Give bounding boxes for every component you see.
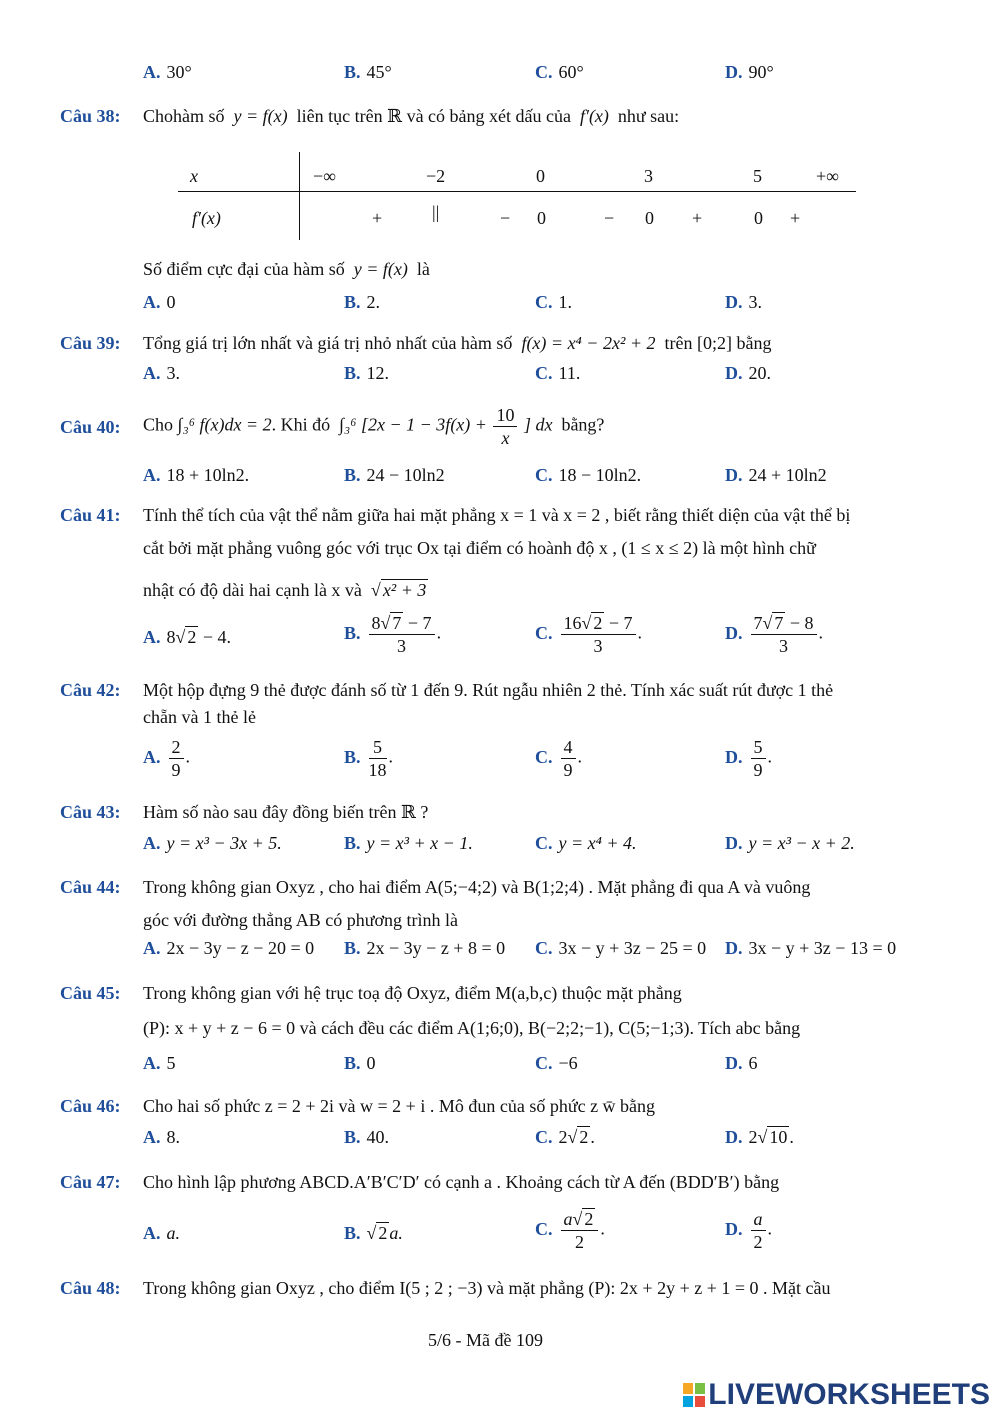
q46-label: Câu 46:: [60, 1096, 121, 1116]
table-x-3: 3: [644, 166, 653, 186]
q37-option-a: A. 30°: [143, 62, 192, 82]
table-fp-label: f′(x): [192, 208, 221, 228]
q45-line2: (P): x + y + z − 6 = 0 và cách đều các điểm A(1;6;0), B(−2;2;−1), C(5;−1;3). Tích abc bằng: [143, 1018, 801, 1038]
q42-option-d: D. $\frac{5}{9}$ .: [725, 737, 772, 780]
table-sign-3: 0: [537, 208, 546, 228]
q42-option-b: B. $\frac{5}{18}$ .: [344, 737, 394, 780]
q39-text: Tổng giá trị lớn nhất và giá trị nhỏ nhất của hàm số f(x) = x⁴ − 2x² + 2 trên [0;2] bằng: [143, 333, 772, 353]
q48-label: Câu 48:: [60, 1278, 121, 1298]
q41-label: Câu 41:: [60, 505, 121, 525]
q46-option-c: C. 2√ 2 .: [535, 1127, 595, 1147]
table-x-4: 5: [753, 166, 762, 186]
q39-label: Câu 39:: [60, 333, 121, 353]
q40-option-b: B. 24 − 10ln2: [344, 465, 445, 485]
page-footer: 5/6 - Mã đề 109: [428, 1330, 543, 1350]
q42-line1: Một hộp đựng 9 thẻ được đánh số từ 1 đến 9. Rút ngẫu nhiên 2 thẻ. Tính xác suất rút được 1 thẻ: [143, 680, 834, 700]
q41-line3: nhật có độ dài hai cạnh là x và √ x² + 3: [143, 580, 427, 600]
q44-option-a: A. 2x − 3y − z − 20 = 0: [143, 938, 315, 958]
q45-option-c: C. −6: [535, 1053, 578, 1073]
table-sign-5: 0: [645, 208, 654, 228]
q45-line1: Trong không gian với hệ trục toạ độ Oxyz, điểm M(a,b,c) thuộc mặt phẳng: [143, 983, 682, 1003]
q43-option-b: B. y = x³ + x − 1.: [344, 833, 473, 853]
q41-line1: Tính thể tích của vật thể nằm giữa hai mặt phẳng x = 1 và x = 2 , biết rằng thiết diện của vật thể bị: [143, 505, 851, 525]
q46-option-a: A. 8.: [143, 1127, 180, 1147]
q37-option-d: D. 90°: [725, 62, 774, 82]
liveworksheets-logo: LIVEWORKSHEETS: [683, 1378, 990, 1412]
table-x-2: 0: [536, 166, 545, 186]
q38-label: Câu 38:: [60, 106, 121, 126]
q45-option-a: A. 5: [143, 1053, 176, 1073]
q40-option-c: C. 18 − 10ln2.: [535, 465, 642, 485]
q42-option-c: C. $\frac{4}{9}$ .: [535, 737, 582, 780]
q37-option-b: B. 45°: [344, 62, 392, 82]
q43-option-c: C. y = x⁴ + 4.: [535, 833, 637, 853]
q41-option-d: D. $\frac{7√ 7 - 8}{3}$ .: [725, 613, 824, 656]
table-sign-0: +: [372, 208, 383, 228]
q43-label: Câu 43:: [60, 802, 121, 822]
q48-text: Trong không gian Oxyz , cho điểm I(5 ; 2 ; −3) và mặt phẳng (P): 2x + 2y + z + 1 = 0 . Mặt cầu: [143, 1278, 831, 1298]
table-sign-8: +: [790, 208, 801, 228]
table-sign-7: 0: [754, 208, 763, 228]
table-sign-6: +: [692, 208, 703, 228]
q40-label: Câu 40:: [60, 417, 121, 437]
q43-option-d: D. y = x³ − x + 2.: [725, 833, 855, 853]
q43-text: Hàm số nào sau đây đồng biến trên ℝ ?: [143, 802, 429, 822]
q39-option-a: A. 3.: [143, 363, 180, 383]
q41-option-c: C. $\frac{16√ 2 - 7}{3}$ .: [535, 613, 643, 656]
table-x-1: −2: [426, 166, 446, 186]
q45-label: Câu 45:: [60, 983, 121, 1003]
q47-option-b: B. √ 2 a.: [344, 1223, 403, 1243]
q39-option-d: D. 20.: [725, 363, 771, 383]
q45-option-d: D. 6: [725, 1053, 758, 1073]
q38-option-c: C. 1.: [535, 292, 572, 312]
q44-line1: Trong không gian Oxyz , cho hai điểm A(5;−4;2) và B(1;2;4) . Mặt phẳng đi qua A và vuông: [143, 877, 811, 897]
q38-option-d: D. 3.: [725, 292, 762, 312]
q44-option-c: C. 3x − y + 3z − 25 = 0: [535, 938, 707, 958]
q44-option-d: D. 3x − y + 3z − 13 = 0: [725, 938, 897, 958]
q47-text: Cho hình lập phương ABCD.A′B′C′D′ có cạnh a . Khoảng cách từ A đến (BDD′B′) bằng: [143, 1172, 780, 1192]
q39-option-c: C. 11.: [535, 363, 581, 383]
q37-option-c: C. 60°: [535, 62, 584, 82]
q42-label: Câu 42:: [60, 680, 121, 700]
table-sign-4: −: [604, 208, 615, 228]
q41-line2: cắt bởi mặt phẳng vuông góc với trục Ox tại điểm có hoành độ x , (1 ≤ x ≤ 2) là một hình chữ: [143, 538, 816, 558]
q38-text: Chohàm số y = f(x) liên tục trên ℝ và có bảng xét dấu của f′(x) như sau:: [143, 106, 680, 126]
q46-option-b: B. 40.: [344, 1127, 390, 1147]
table-x-5: +∞: [816, 166, 839, 186]
table-x-label: x: [190, 166, 198, 186]
q42-option-a: A. $\frac{2}{9}$ .: [143, 737, 190, 780]
table-sign-2: −: [500, 208, 511, 228]
table-x-0: −∞: [313, 166, 336, 186]
q38-option-a: A. 0: [143, 292, 176, 312]
q47-option-d: D. $\frac{a}{2}$ .: [725, 1209, 772, 1252]
q46-option-d: D. 2√ 10 .: [725, 1127, 794, 1147]
logo-icon: [683, 1381, 705, 1405]
q47-option-a: A. a.: [143, 1223, 180, 1243]
q38-option-b: B. 2.: [344, 292, 381, 312]
q41-option-b: B. $\frac{8√ 7 - 7}{3}$ .: [344, 613, 442, 656]
q43-option-a: A. y = x³ − 3x + 5.: [143, 833, 282, 853]
q38-question: Số điểm cực đại của hàm số y = f(x) là: [143, 259, 430, 279]
q42-line2: chẵn và 1 thẻ lẻ: [143, 707, 256, 727]
q39-option-b: B. 12.: [344, 363, 390, 383]
q45-option-b: B. 0: [344, 1053, 376, 1073]
q47-option-c: C. $\frac{a√ 2}{2}$ .: [535, 1209, 605, 1252]
q44-label: Câu 44:: [60, 877, 121, 897]
q40-text: Cho ∫₃⁶ f(x)dx = 2. Khi đó ∫₃⁶ [2x − 1 − 3f(x) + $\frac{10}{x}$ ] dx bằng?: [143, 405, 605, 448]
table-sign-1: ||: [432, 202, 440, 222]
q47-label: Câu 47:: [60, 1172, 121, 1192]
q40-option-a: A. 18 + 10ln2.: [143, 465, 250, 485]
q44-line2: góc với đường thẳng AB có phương trình là: [143, 910, 459, 930]
q40-option-d: D. 24 + 10ln2: [725, 465, 827, 485]
q40-fraction: $\frac{10}{x}$: [493, 404, 517, 449]
q44-option-b: B. 2x − 3y − z + 8 = 0: [344, 938, 506, 958]
q41-option-a: A. 8√ 2 − 4.: [143, 627, 232, 647]
q46-text: Cho hai số phức z = 2 + 2i và w = 2 + i . Mô đun của số phức z w̄ bằng: [143, 1096, 656, 1116]
